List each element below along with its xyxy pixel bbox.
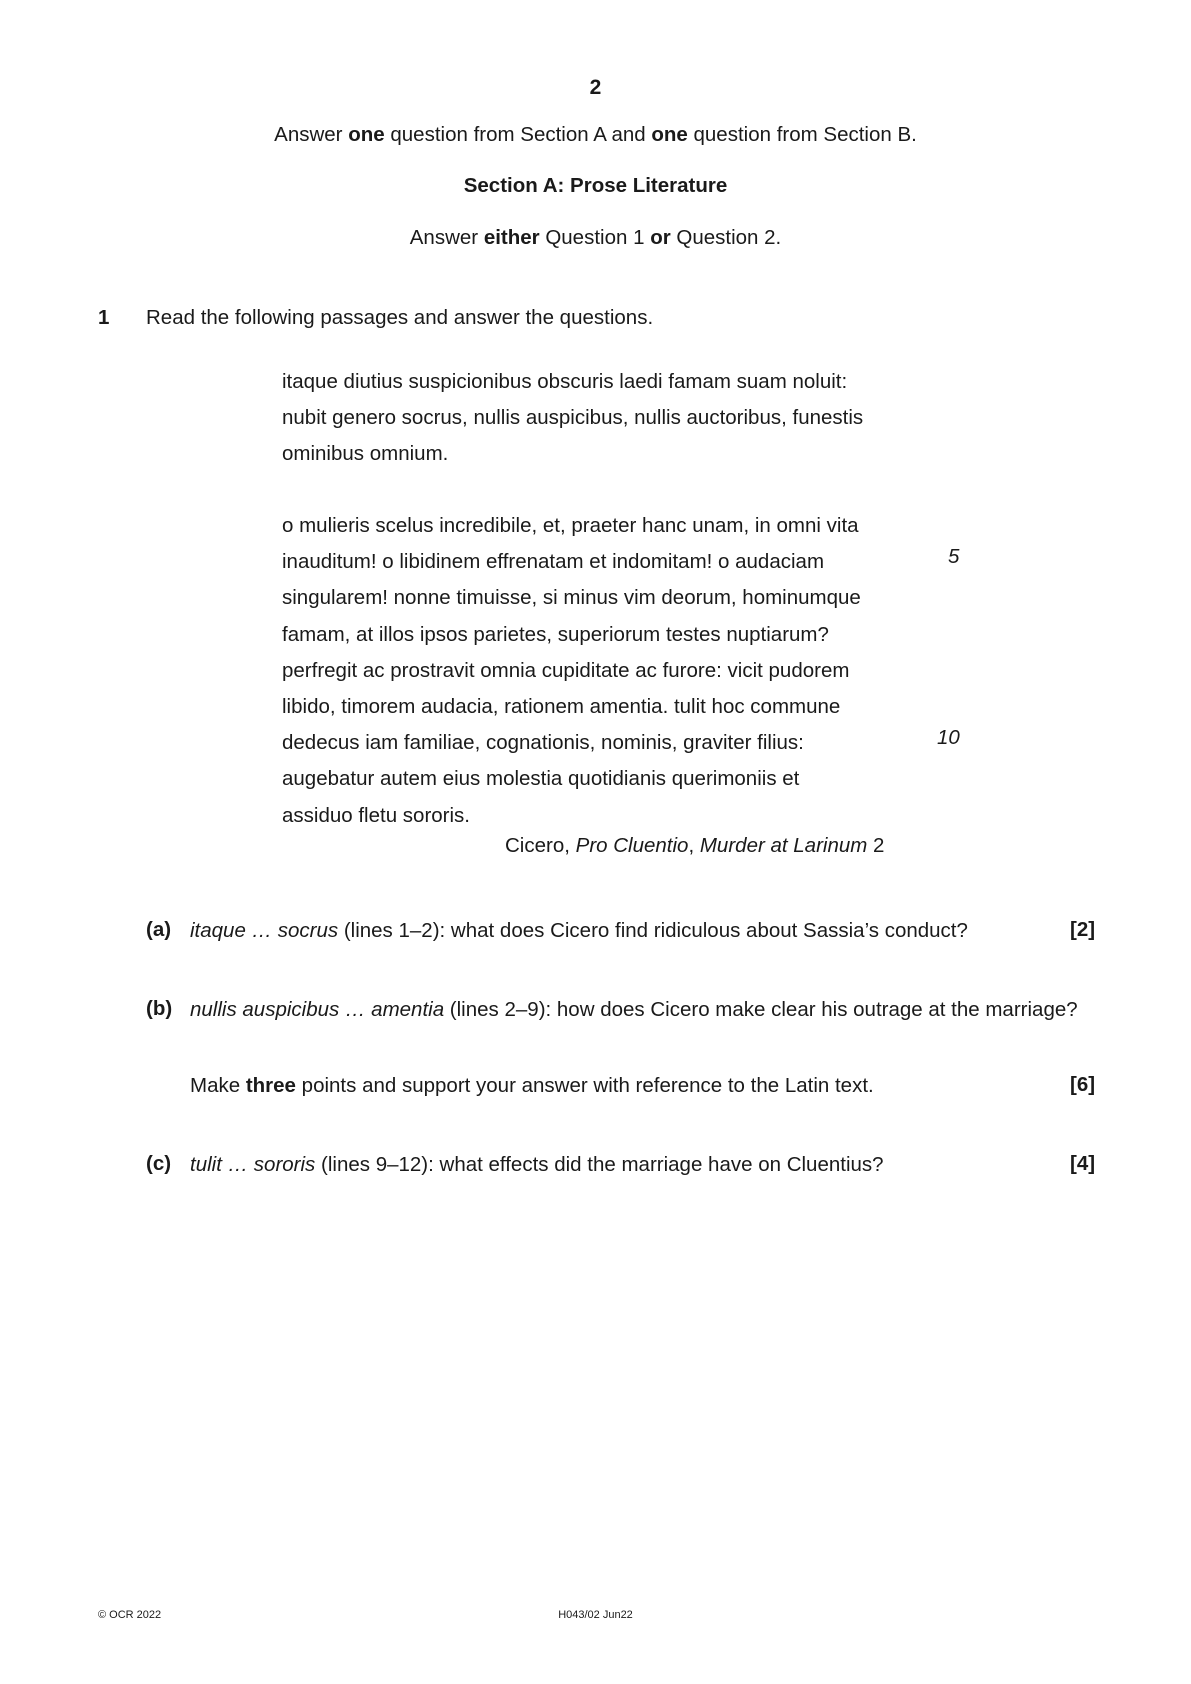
latin-passage-2 xyxy=(282,508,922,834)
part-c-marks: [4] xyxy=(1070,1152,1096,1175)
passage-line: itaque diutius suspicionibus obscuris laedi famam suam noluit: xyxy=(282,370,848,393)
passage-line: famam, at illos ipsos parietes, superiorum testes nuptiarum? xyxy=(282,622,829,646)
latin-passage-1 xyxy=(282,364,922,473)
instruction-line: Answer one question from Section A and one question from Section B. xyxy=(274,123,917,146)
passage-line: libido, timorem audacia, rationem amentia. tulit hoc commune xyxy=(282,694,841,718)
part-b-text: nullis auspicibus … amentia (lines 2–9): how does Cicero make clear his outrage at the marriage? xyxy=(190,998,1078,1021)
section-title: Section A: Prose Literature xyxy=(463,174,728,197)
part-a-text: itaque … socrus (lines 1–2): what does Cicero find ridiculous about Sassia’s conduct? xyxy=(190,919,968,942)
passage-line: dedecus iam familiae, cognationis, nominis, graviter filius: xyxy=(282,731,804,755)
passage-line: ominibus omnium. xyxy=(282,442,449,466)
passage-line: inauditum! o libidinem effrenatam et indomitam! o audaciam xyxy=(282,550,825,574)
passage-line: o mulieris scelus incredibile, et, praeter hanc unam, in omni vita xyxy=(282,514,859,537)
passage-line: singularem! nonne timuisse, si minus vim deorum, hominumque xyxy=(282,586,861,610)
line-number-10: 10 xyxy=(937,726,960,749)
part-c-label: (c) xyxy=(146,1152,172,1175)
passage-line: augebatur autem eius molestia quotidianis querimoniis et xyxy=(282,767,800,791)
line-number-5: 5 xyxy=(948,545,960,568)
part-b-marks: [6] xyxy=(1070,1073,1096,1096)
passage-citation: Cicero, Pro Cluentio, Murder at Larinum 2 xyxy=(505,834,885,857)
passage-line: nubit genero socrus, nullis auspicibus, nullis auctoribus, funestis xyxy=(282,406,864,430)
part-c-text: tulit … sororis (lines 9–12): what effects did the marriage have on Cluentius? xyxy=(190,1153,884,1176)
page-number: 2 xyxy=(589,76,602,99)
question-number: 1 xyxy=(98,306,110,329)
part-a-label: (a) xyxy=(146,918,172,941)
section-instruction: Answer either Question 1 or Question 2. xyxy=(409,226,782,249)
footer-copyright: © OCR 2022 xyxy=(98,1609,162,1621)
passage-line: assiduo fletu sororis. xyxy=(282,803,471,827)
footer-paper-code: H043/02 Jun22 xyxy=(558,1609,633,1621)
part-a-marks: [2] xyxy=(1070,918,1096,941)
part-b-label: (b) xyxy=(146,997,173,1020)
part-b-instruction: Make three points and support your answer with reference to the Latin text. xyxy=(190,1074,874,1097)
question-text: Read the following passages and answer the questions. xyxy=(146,306,654,329)
passage-line: perfregit ac prostravit omnia cupiditate ac furore: vicit pudorem xyxy=(282,658,850,682)
